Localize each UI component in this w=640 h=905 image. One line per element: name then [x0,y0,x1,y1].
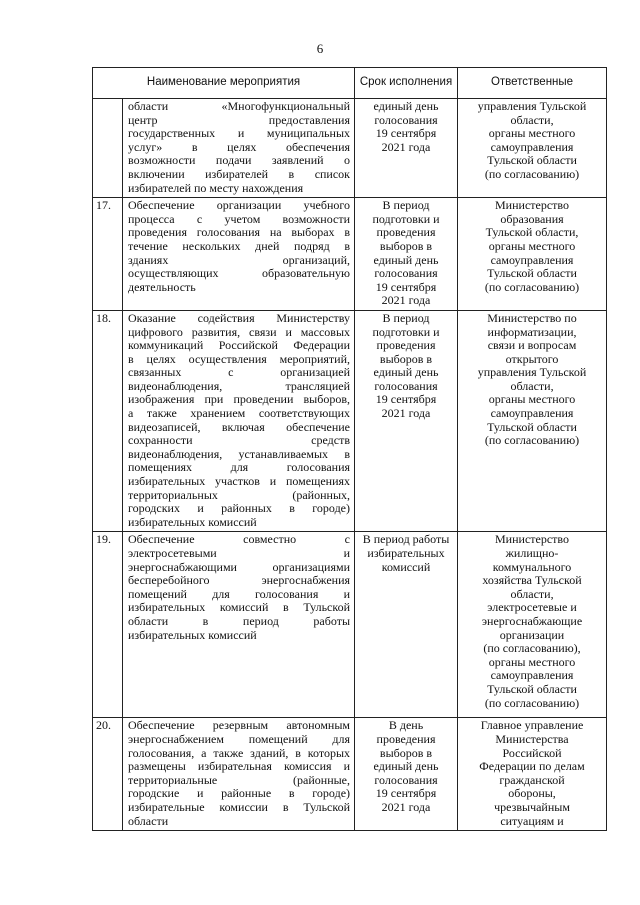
table-row [93,310,607,532]
responsible-line: гражданской [499,772,565,787]
header-deadline: Срок исполнения [355,68,458,99]
deadline-cell [355,198,458,311]
event-name-line: осуществляющих образовательную [128,266,351,281]
responsible-cell [458,198,607,311]
event-name-line: услуг» в целях обеспечения [128,139,351,154]
responsible-line: (по согласованию) [484,166,580,181]
event-name-line: области «Многофункциональный [128,99,351,113]
deadline-line: проведения [376,732,436,746]
responsible-line: самоуправления [490,252,574,267]
event-name-line: территориальных (районных, [128,487,351,502]
responsible-cell [458,532,607,718]
event-name-line: голосования, а также зданий, в которых [128,745,351,760]
page-number: 6 [316,41,324,56]
event-name-line: включении избирателей в список [128,166,351,181]
event-name-line: проведения голосования на выборах в [128,225,351,240]
event-name-line: городские и районные в городе) [128,786,351,801]
responsible-line: Тульской области, [485,225,579,240]
responsible-line: Тульской области [487,419,577,434]
deadline-line: проведения [376,338,436,353]
responsible-line: Российской [502,745,562,760]
event-name-line: избирательных комиссий [128,514,257,529]
responsible-line: органы местного [488,654,576,669]
deadline-line: 2021 года [381,799,431,814]
deadline-line: единый день [373,759,439,774]
deadline-cell [355,99,458,198]
responsible-line: образования [500,211,564,226]
event-name-line: а также хранением соответствующих [128,406,351,421]
deadline-line: 19 сентября [375,126,437,141]
responsible-line: открытого [505,351,559,366]
responsible-line: области, [510,586,554,601]
row-number [93,99,123,198]
event-name-line: изображения при проведении выборов, [128,392,351,407]
deadline-line: 2021 года [381,293,431,308]
event-name-line: сохранности средств [128,433,351,448]
header-responsible: Ответственные [458,68,607,99]
deadline-line: подготовки и [372,324,440,339]
event-name-line: Обеспечение организации учебного [128,198,351,213]
event-name-line: электросетевыми и [128,546,351,560]
responsible-line: (по согласованию), [483,641,581,656]
event-name-line: области [128,813,169,828]
event-name-line: избирателей по месту нахождения [128,180,304,195]
responsible-line: хозяйства Тульской [482,573,582,588]
responsible-line: ситуациям и [500,813,564,828]
event-name-line: избирательные комиссии в Тульской [128,799,351,814]
event-name-line: области в период работы [128,613,351,628]
responsible-line: жилищно- [505,546,559,560]
deadline-line: подготовки и [372,211,440,226]
responsible-line: Тульской области [487,266,577,281]
table-body [93,99,607,831]
event-name-line: цифрового развития, связи и массовых [128,324,351,339]
deadline-line: В день [388,718,424,733]
responsible-line: Главное управление [480,718,584,733]
event-name-line: деятельность [128,279,196,294]
row-number: 20. [93,718,123,831]
responsible-line: Федерации по делам [479,759,585,774]
event-name-line: территориальные (районные, [128,772,351,787]
responsible-line: (по согласованию) [484,695,580,710]
table-row [93,718,607,831]
responsible-line: Министерства [495,732,569,746]
responsible-line: Министерство [495,198,570,213]
row-number: 19. [93,532,123,718]
deadline-line: В период [382,198,430,213]
responsible-line: самоуправления [490,406,574,421]
event-name-line: избирательных комиссий в Тульской [128,600,351,615]
responsible-cell [458,310,607,532]
event-name-line: центр предоставления [128,112,351,127]
event-name-line: видеонаблюдения, устанавливаемых в [128,446,351,461]
responsible-line: Тульской области [487,153,577,168]
responsible-line: органы местного [488,126,576,141]
responsible-line: Министерство [495,532,570,547]
event-name-line: помещениях для голосования [128,460,351,475]
row-number: 17. [93,198,123,311]
deadline-cell [355,532,458,718]
event-name-line: процесса с учетом возможности [128,211,351,226]
responsible-line: органы местного [488,238,576,253]
event-name-line: Обеспечение совместно с [128,532,351,547]
responsible-line: чрезвычайным [494,799,570,814]
deadline-line: проведения [376,225,436,240]
events-table-container [92,67,606,831]
deadline-line: избирательных [367,546,445,560]
responsible-line: связи и вопросам [487,338,577,353]
responsible-line: информатизации, [487,324,577,339]
event-name-line: энергоснабжением помещений для [128,732,351,746]
event-name-line: видеозаписей, включая обеспечение [128,419,351,434]
deadline-line: выборов в [379,351,433,366]
deadline-line: В период работы [362,532,450,547]
deadline-line: комиссий [381,559,431,574]
deadline-cell [355,310,458,532]
event-name-line: бесперебойного энергоснабжения [128,573,351,588]
event-name-cell [123,718,355,831]
event-name-cell [123,99,355,198]
responsible-line: органы местного [488,392,576,407]
header-event-name: Наименование мероприятия [93,68,355,99]
event-name-cell [123,310,355,532]
event-name-line: в целях осуществления мероприятий, [128,351,351,366]
event-name-line: Оказание содействия Министерству [128,310,351,325]
deadline-line: В период [382,310,430,325]
event-name-line: избирательных комиссий [128,627,257,642]
deadline-line: 2021 года [381,139,431,154]
responsible-line: обороны, [508,786,556,801]
deadline-line: голосования [374,772,438,787]
event-name-cell [123,198,355,311]
deadline-line: голосования [374,112,438,127]
responsible-line: электросетевые и [487,600,577,615]
deadline-line: 19 сентября [375,392,437,407]
event-name-line: возможности подачи заявлений о [128,153,351,168]
responsible-line: области, [510,378,554,393]
event-name-line: зданиях организаций, [128,252,351,267]
event-name-line: Обеспечение резервным автономным [128,718,351,733]
deadline-line: голосования [374,378,438,393]
row-number: 18. [93,310,123,532]
deadline-line: единый день [373,252,439,267]
responsible-line: самоуправления [490,139,574,154]
responsible-line: управления Тульской [477,365,587,380]
event-name-line: видеонаблюдения, трансляцией [128,378,351,393]
event-name-line: связанных с организацией [128,365,351,380]
event-name-line: течение нескольких дней подряд в [128,238,351,253]
responsible-line: коммунального [492,559,572,574]
event-name-line: государственных и муниципальных [128,126,351,141]
table-header-row [93,68,607,99]
event-name-line: размещены избирательная комиссия и [128,759,351,774]
responsible-line: (по согласованию) [484,279,580,294]
responsible-line: области, [510,112,554,127]
responsible-cell [458,718,607,831]
deadline-line: голосования [374,266,438,281]
event-name-cell [123,532,355,718]
table-row [93,532,607,718]
responsible-line: (по согласованию) [484,433,580,448]
responsible-line: энергоснабжающие [481,613,583,628]
responsible-line: самоуправления [490,668,574,683]
deadline-line: 2021 года [381,406,431,421]
responsible-line: организации [499,627,565,642]
deadline-line: единый день [373,99,439,113]
deadline-line: единый день [373,365,439,380]
event-name-line: энергоснабжающими организациями [128,559,351,574]
deadline-line: выборов в [379,745,433,760]
deadline-line: 19 сентября [375,279,437,294]
table-row [93,198,607,311]
table-row [93,99,607,198]
responsible-line: Министерство по [487,310,577,325]
responsible-line: Тульской области [487,681,577,696]
events-table [92,67,607,831]
deadline-line: выборов в [379,238,433,253]
responsible-line: управления Тульской [477,99,587,113]
event-name-line: городских и районных в городе) [128,501,351,516]
event-name-line: избирательных участков и помещениях [128,474,351,489]
event-name-line: помещений для голосования и [128,586,351,601]
event-name-line: коммуникаций Российской Федерации [128,338,351,353]
deadline-line: 19 сентября [375,786,437,801]
responsible-cell [458,99,607,198]
deadline-cell [355,718,458,831]
